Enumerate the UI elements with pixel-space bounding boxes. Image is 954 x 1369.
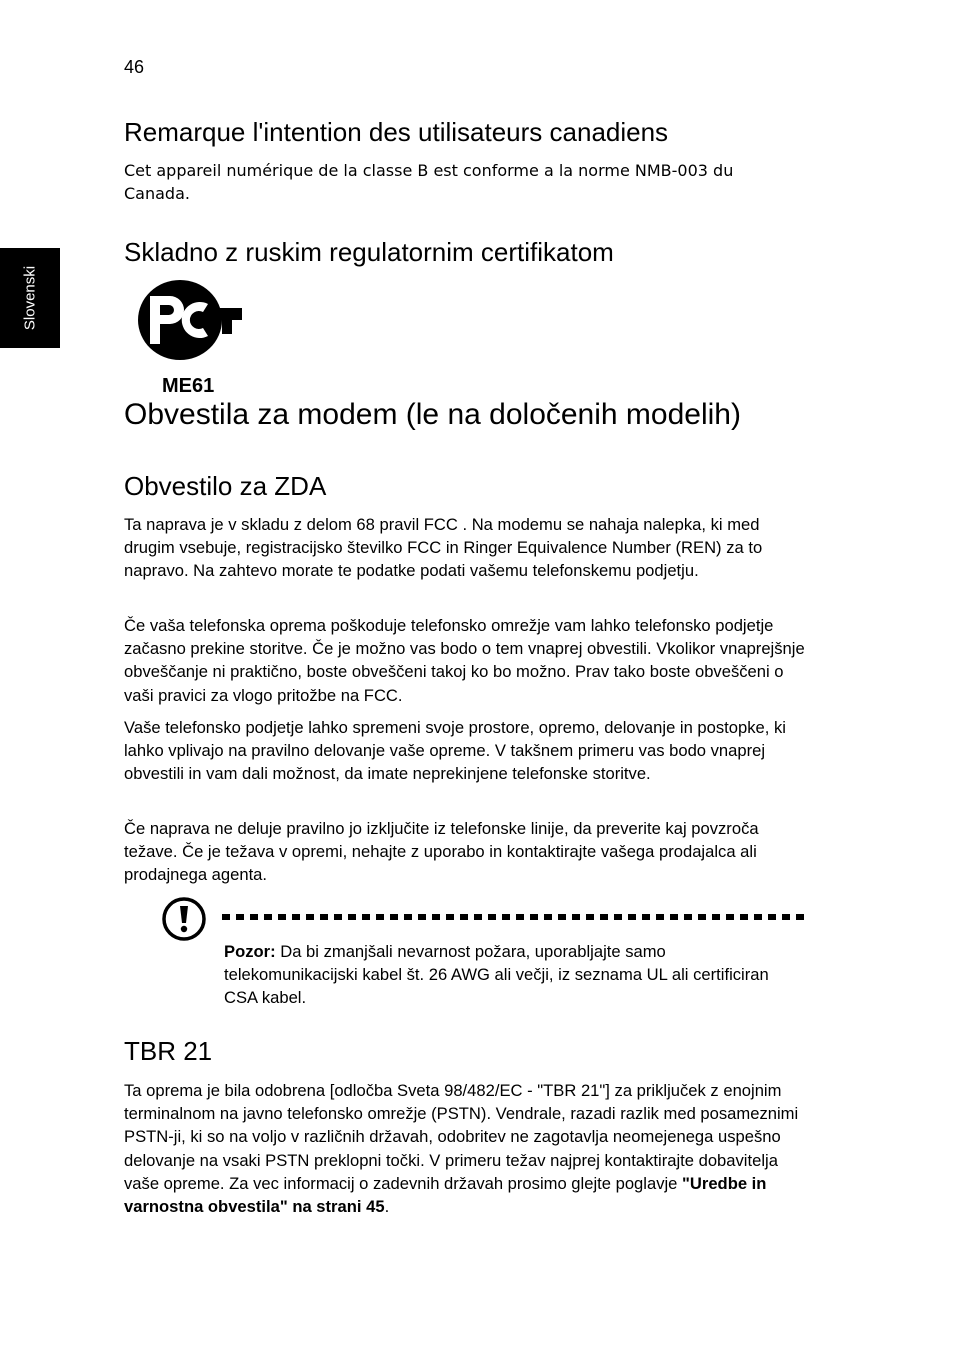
canada-text: Cet appareil numérique de la classe B est conforme a la norme NMB-003 du Canada. (124, 161, 734, 203)
tbr-heading: TBR 21 (124, 1036, 213, 1066)
canada-heading: Remarque l'intention des utilisateurs canadiens (124, 117, 669, 147)
main-heading: Obvestila za modem (le na določenih modelih) (124, 398, 741, 431)
tbr-reference-link: "Uredbe in varnostna obvestila" na strani 45 (124, 1173, 767, 1217)
usa-paragraph-4: Če naprava ne deluje pravilno jo izključite iz telefonske linije, da preverite kaj povzroča težave. Če je težava v opremi, nehajte z uporabo in kontaktirajte vašega prodajalca ali prodajnega agenta. (124, 819, 759, 885)
tbr-body: Ta oprema je bila odobrena [odločba Sveta 98/482/EC - "TBR 21"] za priključek z enojnim terminalnom na javno telefonsko omrežje (PSTN). Vendrale, razadi razlik med posameznimi PSTN-ji, ki so na voljo v različnih državah, odobritev ne zagotavlja neomejenega uspešno delovanje na vsaki PSTN preklopni točki. V primeru težav najprej kontaktirajte dobavitelja vaše opreme. Za vec informacij o zadevnih državah prosimo glejte poglavje (124, 1081, 799, 1193)
usa-heading: Obvestilo za ZDA (124, 471, 327, 501)
tbr-end: . (384, 1197, 390, 1217)
warning-icon (161, 896, 207, 942)
russia-heading: Skladno z ruskim regulatornim certifikatom (124, 237, 614, 267)
usa-paragraph-1: Ta naprava je v skladu z delom 68 pravil FCC . Na modemu se nahaja nalepka, ki med drugim vsebuje, registracijsko številko FCC in Ringer Equivalence Number (REN) za to napravo. Na zahtevo morate te podatke podati vašemu telefonskemu podjetju. (124, 515, 763, 581)
tbr-text (124, 1079, 814, 1218)
usa-paragraph-2: Če vaša telefonska oprema poškoduje telefonsko omrežje vam lahko telefonsko podjetje začasno prekine storitve. Če je možno vas bodo o tem vnaprej obvestili. Vkolikor vnaprejšnje obveščanje ni praktično, boste obveščeni takoj ko bo možno. Prav tako boste obveščeni o vaši pravici za vlogo pritožbe na FCC. (124, 616, 805, 705)
warning-body: Da bi zmanjšali nevarnost požara, uporabljajte samo telekomunikacijski kabel št. 26 AWG ali večji, iz seznama UL ali certificiran CSA kabel. (224, 942, 769, 1008)
certification-label: ME61 (162, 375, 215, 397)
warning-label: Pozor: (224, 942, 276, 961)
warning-text (224, 940, 804, 1010)
usa-paragraph-3: Vaše telefonsko podjetje lahko spremeni svoje prostore, opremo, delovanje in postopke, ki lahko vplivajo na pravilno delovanje vaše opreme. V takšnem primeru vas bodo vnaprej obvestili in vam dali možnost, da imate neprekinjene telefonske storitve. (124, 718, 786, 784)
page-number: 46 (124, 57, 145, 77)
warning-divider (222, 914, 804, 920)
side-tab-label: Slovenski (21, 265, 39, 331)
pct-certification-logo-icon (136, 278, 244, 362)
language-side-tab (0, 248, 60, 348)
